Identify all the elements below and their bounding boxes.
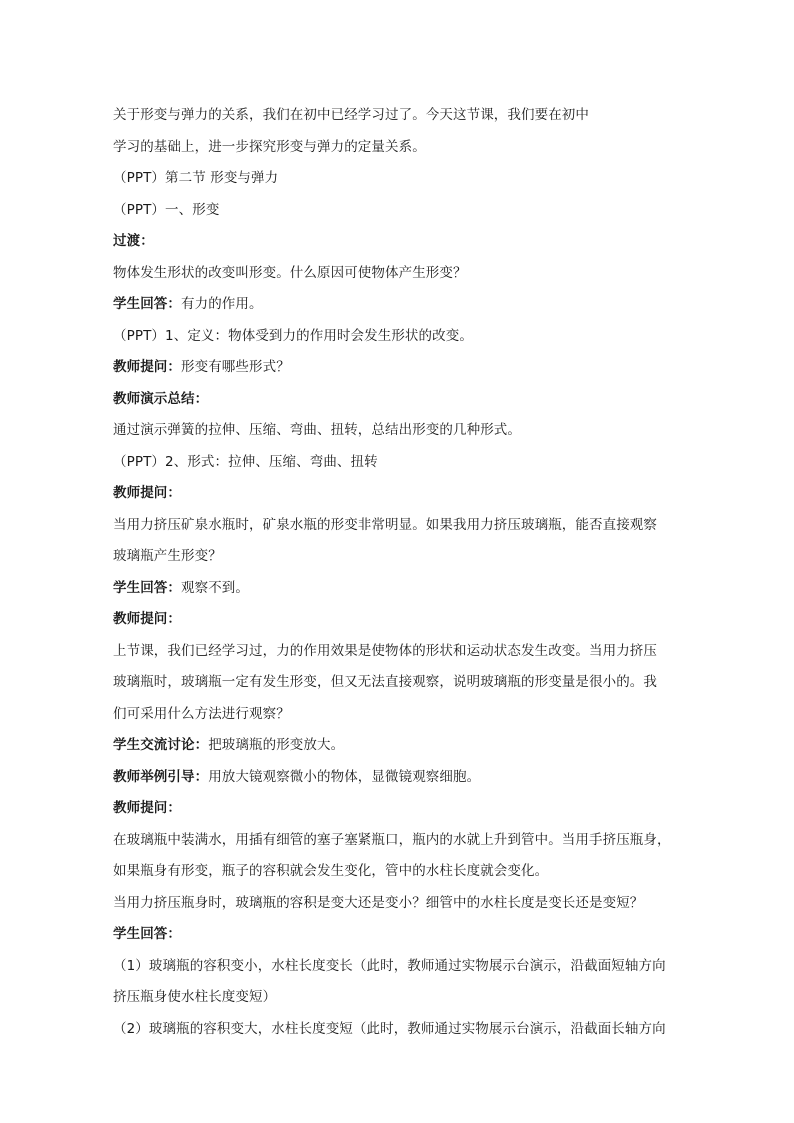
paragraph-line bbox=[113, 636, 685, 668]
section-label: 教师提问： bbox=[113, 611, 181, 627]
label-line bbox=[113, 478, 685, 510]
section-label: 教师提问： bbox=[113, 800, 181, 816]
line-text: 形变有哪些形式？ bbox=[181, 359, 290, 375]
list-item-line bbox=[113, 951, 685, 983]
paragraph-line bbox=[113, 982, 685, 1014]
section-label: 学生回答： bbox=[113, 296, 181, 312]
line-text: 把玻璃瓶的形变放大。 bbox=[208, 737, 345, 753]
paragraph-line bbox=[113, 100, 685, 132]
label-line bbox=[113, 762, 685, 794]
line-text: 们可采用什么方法进行观察？ bbox=[113, 705, 290, 722]
line-text: 有力的作用。 bbox=[181, 296, 263, 312]
line-text: 挤压瓶身使水柱长度变短） bbox=[113, 989, 277, 1005]
paragraph-line bbox=[113, 888, 685, 920]
label-line bbox=[113, 793, 685, 825]
document-page bbox=[113, 100, 685, 1045]
paragraph-line bbox=[113, 667, 685, 699]
ppt-heading-line bbox=[113, 447, 685, 479]
label-line bbox=[113, 919, 685, 951]
paragraph-line bbox=[113, 510, 685, 542]
line-text: （1）玻璃瓶的容积变小，水柱长度变长（此时，教师通过实物展示台演示，沿截面短轴方向 bbox=[113, 957, 666, 974]
section-label: 学生回答： bbox=[113, 926, 181, 942]
line-text: 物体发生形状的改变叫形变。什么原因可使物体产生形变？ bbox=[113, 264, 467, 281]
line-text: （PPT）1、定义：物体受到力的作用时会发生形状的改变。 bbox=[113, 327, 473, 344]
label-line bbox=[113, 604, 685, 636]
section-label: 学生回答： bbox=[113, 579, 181, 596]
section-label: 教师提问： bbox=[113, 359, 181, 375]
section-label: 教师提问： bbox=[113, 485, 181, 501]
label-line bbox=[113, 352, 685, 384]
paragraph-line bbox=[113, 258, 685, 290]
line-text: （2）玻璃瓶的容积变大，水柱长度变短（此时，教师通过实物展示台演示，沿截面长轴方向 bbox=[113, 1020, 666, 1037]
paragraph-line bbox=[113, 856, 685, 888]
line-text: 玻璃瓶产生形变？ bbox=[113, 548, 222, 564]
line-text: 当用力挤压矿泉水瓶时，矿泉水瓶的形变非常明显。如果我用力挤压玻璃瓶，能否直接观察 bbox=[113, 516, 657, 533]
line-text: （PPT）第二节 形变与弹力 bbox=[113, 170, 279, 186]
paragraph-line bbox=[113, 825, 685, 857]
section-label: 过渡： bbox=[113, 233, 154, 249]
label-line bbox=[113, 573, 685, 605]
label-line bbox=[113, 384, 685, 416]
section-label: 教师举例引导： bbox=[113, 768, 209, 785]
ppt-heading-line bbox=[113, 195, 685, 227]
list-item-line bbox=[113, 1014, 685, 1046]
line-text: 关于形变与弹力的关系，我们在初中已经学习过了。今天这节课，我们要在初中 bbox=[113, 107, 589, 123]
line-text: 观察不到。 bbox=[181, 579, 249, 596]
paragraph-line bbox=[113, 699, 685, 731]
line-text: 用放大镜观察微小的物体，显微镜观察细胞。 bbox=[208, 768, 481, 785]
line-text: 通过演示弹簧的拉伸、压缩、弯曲、扭转，总结出形变的几种形式。 bbox=[113, 422, 521, 438]
line-text: 学习的基础上，进一步探究形变与弹力的定量关系。 bbox=[113, 138, 426, 155]
line-text: （PPT）一、形变 bbox=[113, 201, 220, 218]
line-text: 在玻璃瓶中装满水，用插有细管的塞子塞紧瓶口，瓶内的水就上升到管中。当用手挤压瓶身， bbox=[113, 831, 671, 848]
paragraph-line bbox=[113, 415, 685, 447]
ppt-heading-line bbox=[113, 321, 685, 353]
label-line bbox=[113, 730, 685, 762]
section-label: 学生交流讨论： bbox=[113, 737, 209, 753]
line-text: （PPT）2、形式：拉伸、压缩、弯曲、扭转 bbox=[113, 453, 378, 470]
label-line bbox=[113, 226, 685, 258]
paragraph-line bbox=[113, 132, 685, 164]
line-text: 当用力挤压瓶身时，玻璃瓶的容积是变大还是变小？细管中的水柱长度是变长还是变短？ bbox=[113, 894, 644, 911]
ppt-heading-line bbox=[113, 163, 685, 195]
line-text: 如果瓶身有形变，瓶子的容积就会发生变化，管中的水柱长度就会变化。 bbox=[113, 863, 549, 879]
label-line bbox=[113, 289, 685, 321]
section-label: 教师演示总结： bbox=[113, 390, 209, 407]
line-text: 上节课，我们已经学习过，力的作用效果是使物体的形状和运动状态发生改变。当用力挤压 bbox=[113, 642, 657, 659]
paragraph-line bbox=[113, 541, 685, 573]
line-text: 玻璃瓶时，玻璃瓶一定有发生形变，但又无法直接观察，说明玻璃瓶的形变量是很小的。我 bbox=[113, 674, 657, 690]
